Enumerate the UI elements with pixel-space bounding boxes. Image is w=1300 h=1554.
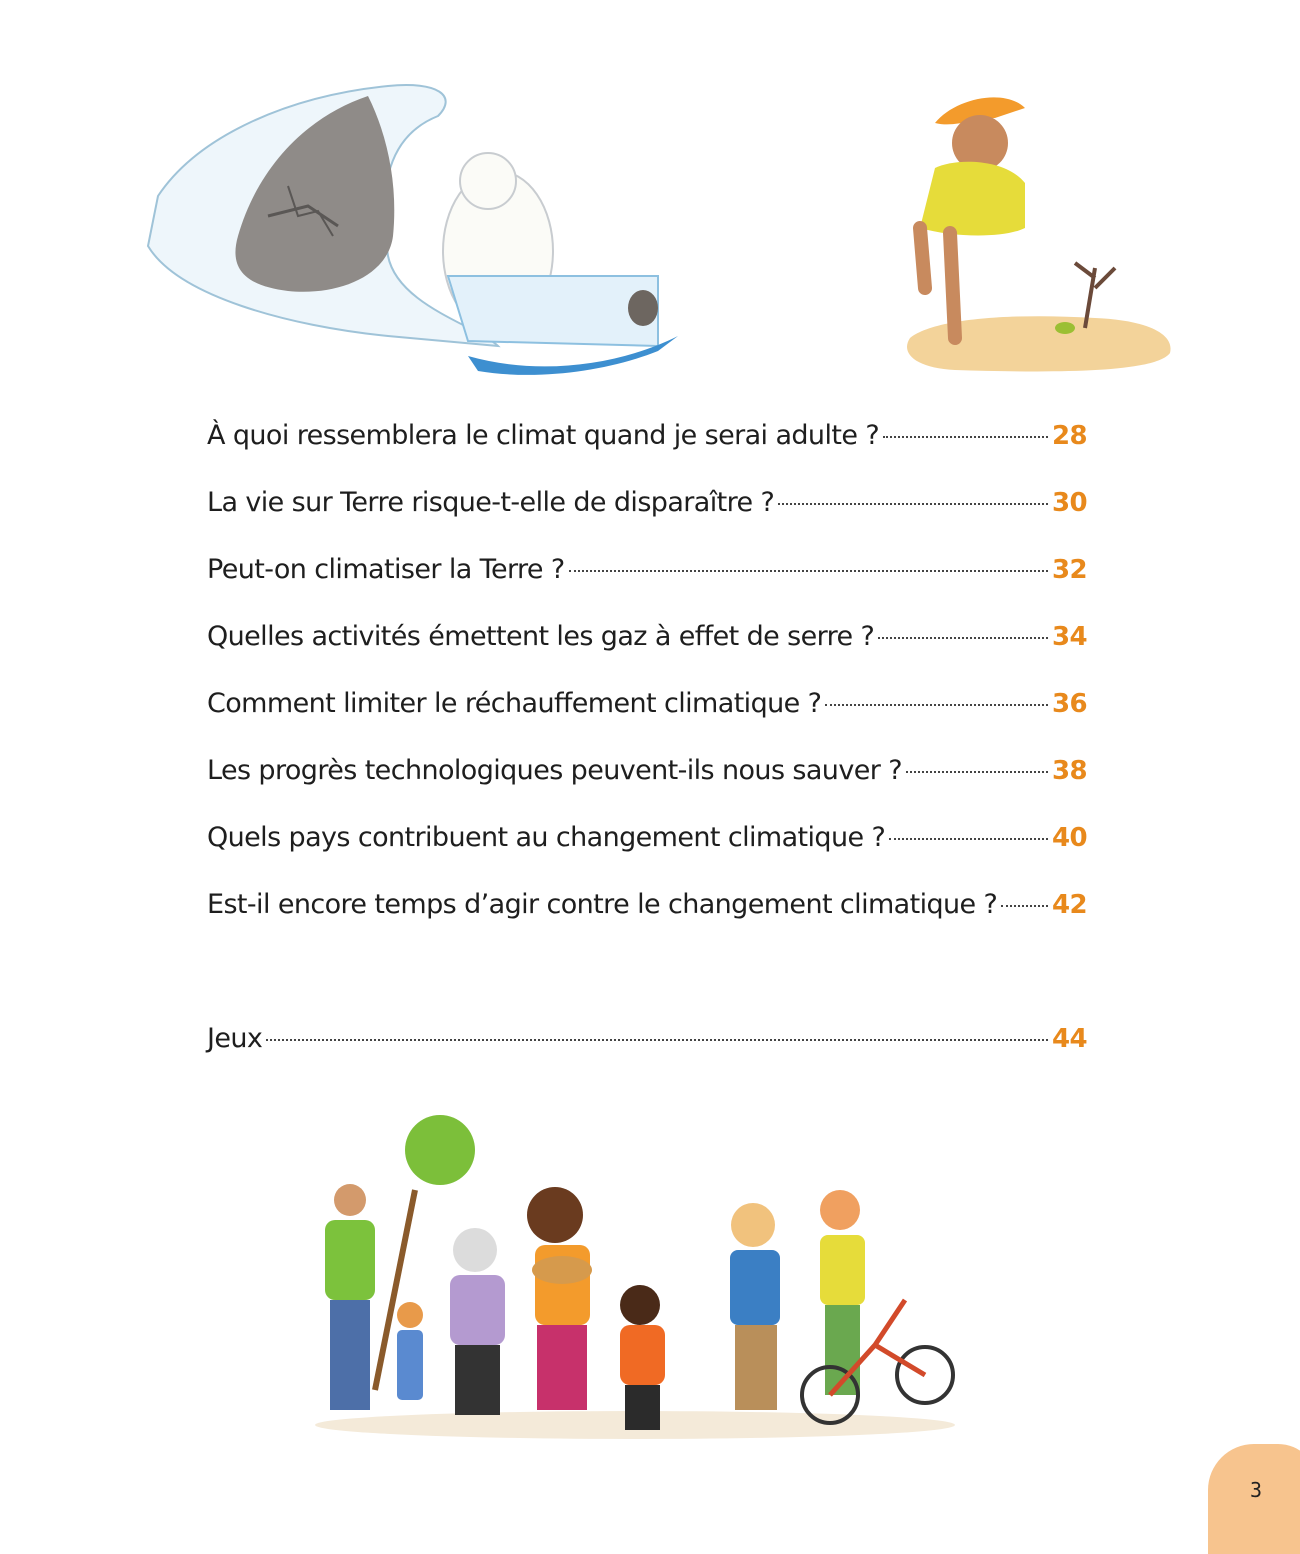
toc-entry-title: Peut-on climatiser la Terre ? bbox=[207, 554, 565, 585]
toc-entry[interactable] bbox=[207, 554, 1087, 594]
toc-entry[interactable] bbox=[207, 621, 1087, 661]
toc-entry-page: 30 bbox=[1052, 488, 1087, 518]
drought-girl-illustration bbox=[895, 88, 1180, 378]
toc-leader-dots bbox=[883, 435, 1048, 438]
page-number: 3 bbox=[1250, 1478, 1263, 1502]
toc-leader-dots bbox=[878, 636, 1048, 639]
toc-entry-title: Quels pays contribuent au changement climatique ? bbox=[207, 822, 886, 853]
toc-entry-page: 38 bbox=[1052, 756, 1087, 786]
toc-entry-title: La vie sur Terre risque-t-elle de disparaître ? bbox=[207, 487, 775, 518]
toc-leader-dots bbox=[906, 770, 1048, 773]
toc-entry-page: 32 bbox=[1052, 555, 1087, 585]
toc-entry-games[interactable] bbox=[207, 1023, 1087, 1063]
toc-leader-dots bbox=[1001, 904, 1048, 907]
toc-entry-page: 40 bbox=[1052, 823, 1087, 853]
toc-entry[interactable] bbox=[207, 755, 1087, 795]
toc-leader-dots bbox=[889, 837, 1048, 840]
community-people-illustration bbox=[305, 1110, 965, 1445]
toc-entry-page: 42 bbox=[1052, 890, 1087, 920]
toc-leader-dots bbox=[825, 703, 1048, 706]
toc-leader-dots bbox=[266, 1038, 1048, 1041]
toc-entry[interactable] bbox=[207, 420, 1087, 460]
toc-entry-page: 36 bbox=[1052, 689, 1087, 719]
toc-entry-page: 28 bbox=[1052, 421, 1087, 451]
toc-entry[interactable] bbox=[207, 487, 1087, 527]
toc-entry[interactable] bbox=[207, 889, 1087, 929]
polar-bear-iceberg-illustration bbox=[138, 76, 698, 386]
toc-entry-title: À quoi ressemblera le climat quand je serai adulte ? bbox=[207, 420, 880, 451]
toc-entry-title: Jeux bbox=[207, 1023, 263, 1054]
toc-entry[interactable] bbox=[207, 822, 1087, 862]
toc-entry[interactable] bbox=[207, 688, 1087, 728]
toc-leader-dots bbox=[778, 502, 1048, 505]
toc-entry-title: Quelles activités émettent les gaz à effet de serre ? bbox=[207, 621, 875, 652]
toc-entry-title: Est-il encore temps d’agir contre le changement climatique ? bbox=[207, 889, 998, 920]
toc-entry-page: 34 bbox=[1052, 622, 1087, 652]
toc-entry-page: 44 bbox=[1052, 1024, 1087, 1054]
toc-entry-title: Les progrès technologiques peuvent-ils nous sauver ? bbox=[207, 755, 902, 786]
toc-leader-dots bbox=[569, 569, 1048, 572]
toc-entry-title: Comment limiter le réchauffement climatique ? bbox=[207, 688, 822, 719]
